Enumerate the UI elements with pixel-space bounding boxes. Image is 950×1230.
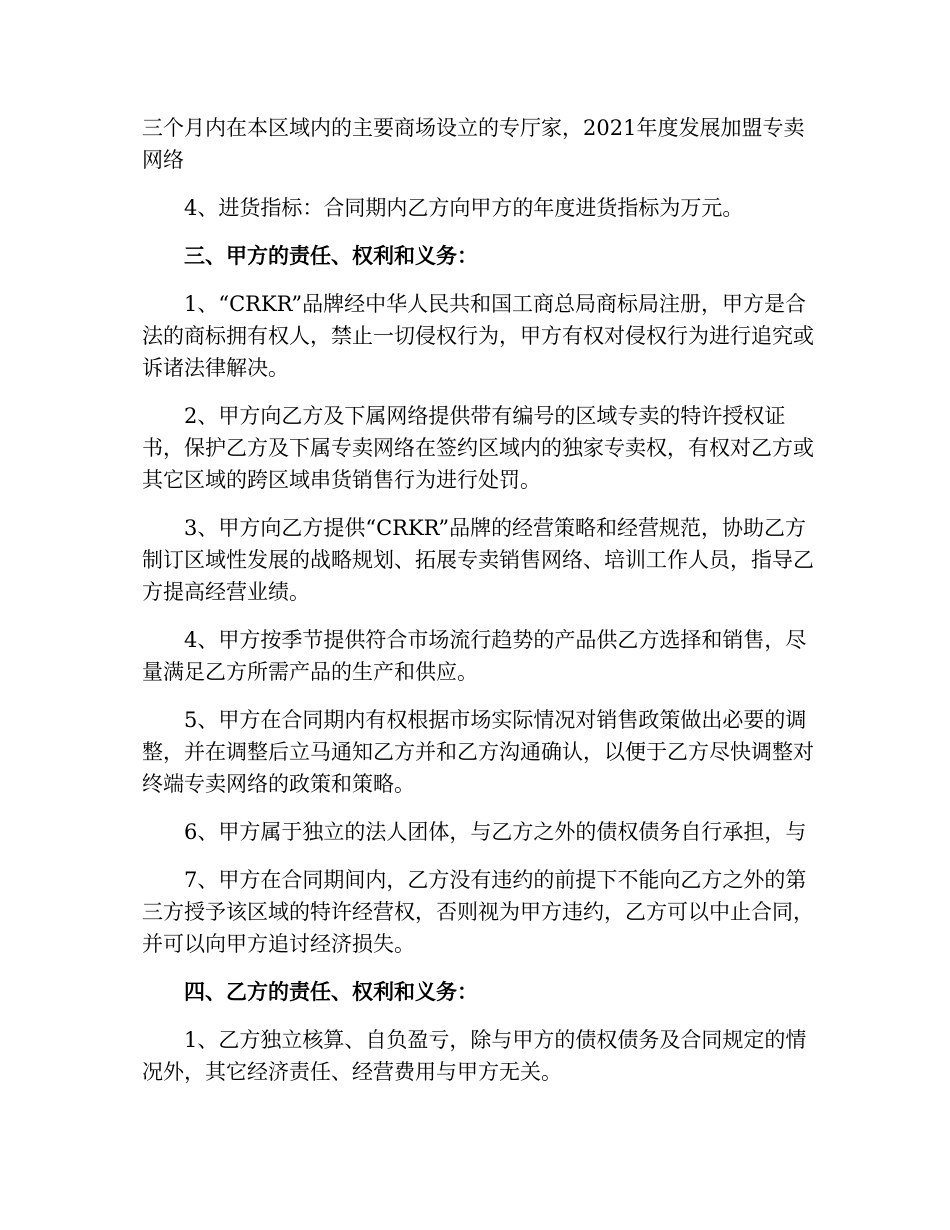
- paragraph-party-a-item-3: 3、甲方向乙方提供“CRKR”品牌的经营策略和经营规范，协助乙方制订区域性发展的战略规划、拓展专卖销售网络、培训工作人员，指导乙方提高经营业绩。: [142, 516, 814, 604]
- paragraph-party-a-item-1: 1、“CRKR”品牌经中华人民共和国工商总局商标局注册，甲方是合法的商标拥有权人，禁止一切侵权行为，甲方有权对侵权行为进行追究或诉诸法律解决。: [142, 292, 814, 380]
- paragraph-party-a-item-7: 7、甲方在合同期间内，乙方没有违约的前提下不能向乙方之外的第三方授予该区域的特许经营权，否则视为甲方违约，乙方可以中止合同，并可以向甲方追讨经济损失。: [142, 868, 814, 956]
- paragraph-purchase-target: 4、进货指标：合同期内乙方向甲方的年度进货指标为万元。: [184, 196, 744, 220]
- paragraph-party-a-item-2: 2、甲方向乙方及下属网络提供带有编号的区域专卖的特许授权证书，保护乙方及下属专卖网络在签约区域内的独家专卖权，有权对乙方或其它区域的跨区域串货销售行为进行处罚。: [142, 404, 814, 492]
- paragraph-party-a-item-4: 4、甲方按季节提供符合市场流行趋势的产品供乙方选择和销售，尽量满足乙方所需产品的生产和供应。: [142, 628, 807, 684]
- paragraph-party-b-item-1: 1、乙方独立核算、自负盈亏，除与甲方的债权债务及合同规定的情况外，其它经济责任、经营费用与甲方无关。: [142, 1028, 807, 1084]
- paragraph-party-a-item-6: 6、甲方属于独立的法人团体，与乙方之外的债权债务自行承担，与: [184, 820, 807, 844]
- section-heading-party-b: 四、乙方的责任、权利和义务：: [184, 979, 478, 1004]
- paragraph-continuation: 三个月内在本区域内的主要商场设立的专厅家，2021年度发展加盟专卖网络: [142, 116, 805, 172]
- document-body: [142, 112, 822, 1104]
- section-heading-party-a: 三、甲方的责任、权利和义务：: [184, 243, 478, 268]
- paragraph-party-a-item-5: 5、甲方在合同期内有权根据市场实际情况对销售政策做出必要的调整，并在调整后立马通知乙方并和乙方沟通确认，以便于乙方尽快调整对终端专卖网络的政策和策略。: [142, 708, 814, 796]
